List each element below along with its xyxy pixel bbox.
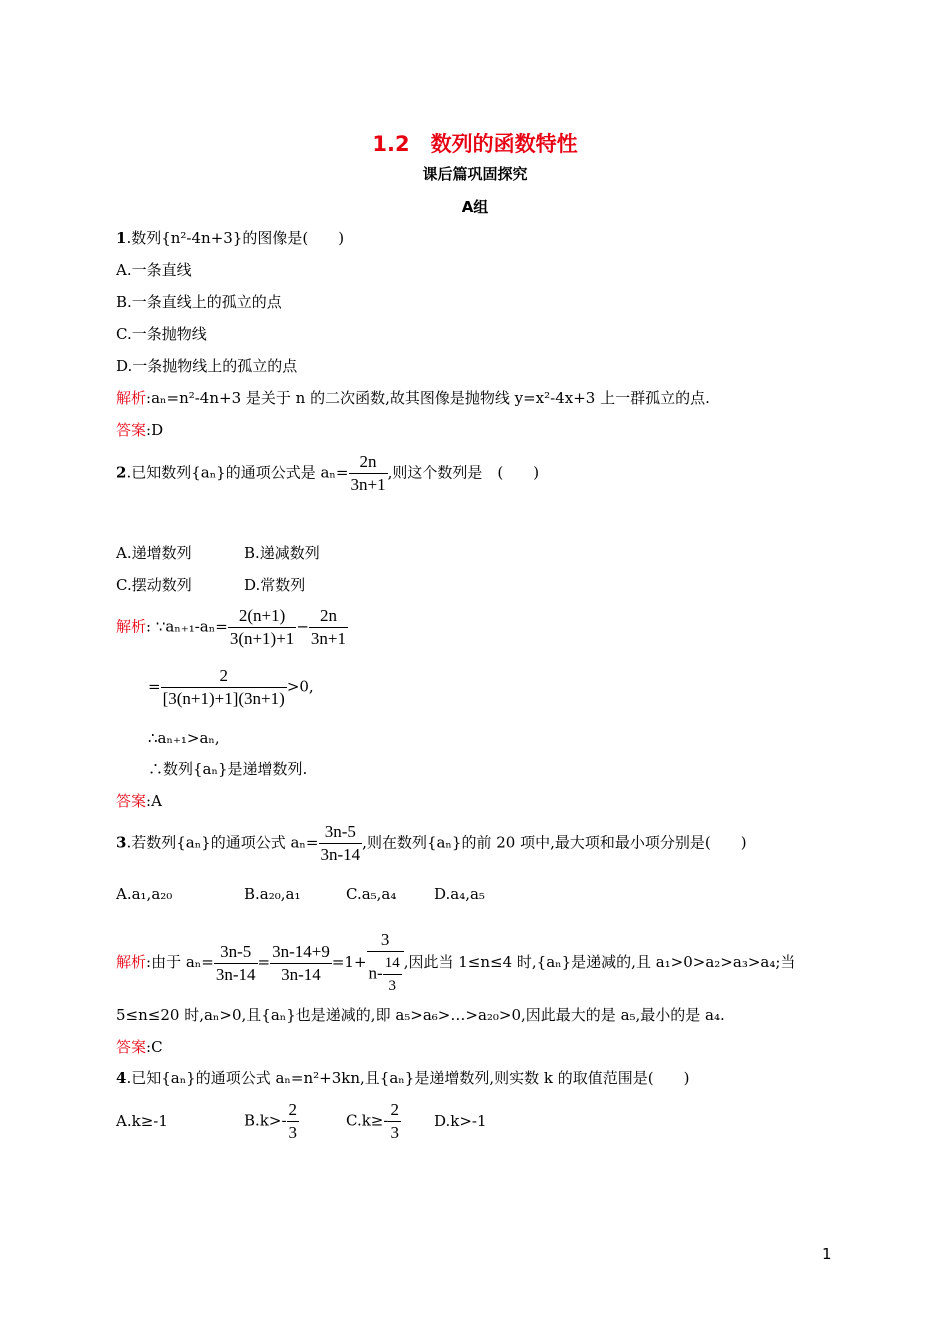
q1-option-c: C.一条抛物线 [116,325,207,343]
q2-stem: 2.已知数列{aₙ}的通项公式是 aₙ= $\frac{2n}{3n+1}$ ,则这个数列是 ( ) [116,452,540,494]
q2-analysis-fraction-2: $\frac{2n}{3n+1}$ [310,606,346,648]
q1-answer: 答案:D [116,421,164,439]
q3-analysis-fraction-3: 3 n- $\frac{14}{3}$ [367,930,404,996]
q3-analysis-fraction-2: $\frac{3n-14+9}{3n-14}$ [272,941,330,984]
q3-option-d: D.a₄,a₅ [434,885,485,903]
q1-option-a: A.一条直线 [116,261,192,279]
q4-option-b: B.k>- $\frac{2}{3}$ [244,1100,298,1142]
q2-options-row1 [116,543,320,563]
page-number: 1 [822,1245,832,1263]
q2-analysis-step-eq: = $\frac{2}{[3(n+1)+1](3n+1)}$ >0, [148,666,314,708]
page-title: 1.2 数列的函数特性 [372,132,578,156]
q3-nested-fraction: $\frac{14}{3}$ [384,955,400,994]
group-heading: A组 [461,198,489,216]
q4-options [116,1100,487,1143]
q1-option-b: B.一条直线上的孤立的点 [116,293,282,311]
q3-analysis-line2: 5≤n≤20 时,aₙ>0,且{aₙ}也是递减的,即 a₅>a₆>…>a₂₀>0,因此最大的是 a₅,最小的是 a₄. [116,1006,725,1024]
q3-option-b: B.a₂₀,a₁ [244,885,301,903]
q2-analysis-fraction-1: $\frac{2(n+1)}{3(n+1)+1}$ [229,606,295,648]
q2-option-b: B.递减数列 [244,544,320,562]
q4-option-b-fraction: $\frac{2}{3}$ [288,1100,298,1142]
q2-options-row2 [116,575,305,595]
q1-option-d: D.一条抛物线上的孤立的点 [116,357,298,375]
q4-option-c: C.k≥- $\frac{2}{3}$ [346,1100,399,1142]
q1-analysis: 解析:aₙ=n²-4n+3 是关于 n 的二次函数,故其图像是抛物线 y=x²-4x+3 上一群孤立的点. [116,389,710,407]
q3-analysis: 解析:由于 aₙ= $\frac{3n-5}{3n-14}$ = $\frac{3n-14+9}{3n-14}$ =1+ 3 n- $\frac{14}{3}$ ,因此当 1≤n≤4 时,{aₙ}是递减的,且 a₁>0>a₂>a₃>a₄;当 [116,930,796,994]
q4-stem: 4.已知{aₙ}的通项公式 aₙ=n²+3kn,且{aₙ}是递增数列,则实数 k 的取值范围是( ) [116,1069,690,1087]
q2-analysis-step-1: ∴aₙ₊₁>aₙ, [148,729,220,747]
q2-analysis-fraction-3: $\frac{2}{[3(n+1)+1](3n+1)}$ [162,666,285,708]
q3-fraction: $\frac{3n-5}{3n-14}$ [320,822,361,864]
q3-stem: 3.若数列{aₙ}的通项公式 aₙ= $\frac{3n-5}{3n-14}$ ,则在数列{aₙ}的前 20 项中,最大项和最小项分别是( ) [116,822,747,864]
page-subtitle: 课后篇巩固探究 [422,165,528,183]
q2-analysis: 解析: ∵aₙ₊₁-aₙ= $\frac{2(n+1)}{3(n+1)+1}$ − $\frac{2n}{3n+1}$ [116,606,346,648]
q2-fraction: $\frac{2n}{3n+1}$ [350,452,386,494]
q4-option-c-fraction: $\frac{2}{3}$ [390,1100,399,1142]
q2-option-d: D.常数列 [244,576,306,594]
q2-option-c: C.摆动数列 [116,576,192,594]
q3-answer: 答案:C [116,1038,163,1056]
q4-option-d: D.k>-1 [434,1111,487,1130]
q2-analysis-step-2: ∴数列{aₙ}是递增数列. [148,760,308,778]
q4-option-a: A.k≥-1 [116,1111,168,1130]
q2-option-a: A.递增数列 [116,544,192,562]
q3-analysis-fraction-1: $\frac{3n-5}{3n-14}$ [215,941,256,984]
q2-answer: 答案:A [116,792,162,810]
q3-option-a: A.a₁,a₂₀ [116,885,173,903]
q1-stem: 1.数列{n²-4n+3}的图像是( ) [116,229,345,247]
q3-options [116,884,485,904]
q3-option-c: C.a₅,a₄ [346,885,397,903]
